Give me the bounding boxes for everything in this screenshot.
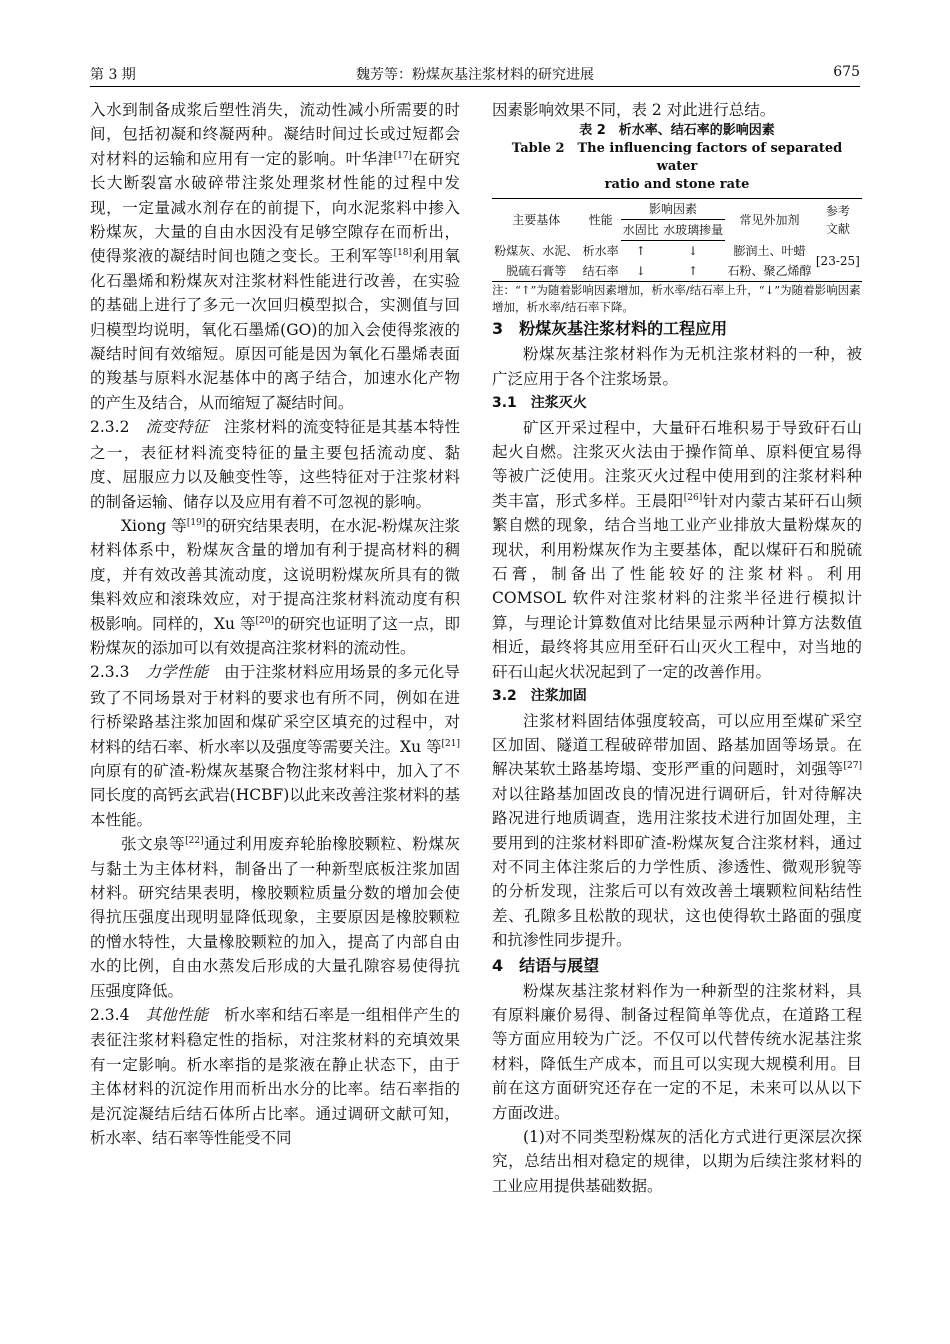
left-column xyxy=(90,98,460,1150)
subsection-2-3-4: 2.3.4 其他性能 析水率和结石率是一组相伴产生的表征注浆材料稳定性的指标，对注浆材料的充填效果有一定影响。析水率指的是浆液在静止状态下，由于主体材料的沉淀作用而析出水分的比率。结石率指的是沉淀凝结后结石体所占比率。通过调研文献可知，析水率、结石率等性能受不同 xyxy=(90,1006,460,1148)
page-number: 675 xyxy=(833,64,860,80)
subsection-2-3-3: 2.3.3 力学性能 由于注浆材料应用场景的多元化导致了不同场景对于材料的要求也有所不同，例如在进行桥梁路基注浆加固和煤矿采空区填充的过程中，对材料的结石率、析水率以及强度等需要关注。Xu 等[21]向原有的矿渣-粉煤灰基聚合物注浆材料中，加入了不同长度的高钙玄武岩(HCBF)以此来改善注浆材料的基本性能。 xyxy=(90,663,460,829)
citation-22[interactable]: [22] xyxy=(185,836,204,847)
table-note: 注：“↑”为随着影响因素增加，析水率/结石率上升，“↓”为随着影响因素增加，析水率/结石率下降。 xyxy=(492,283,861,315)
citation-18[interactable]: [18] xyxy=(393,248,413,259)
col-property: 性能 xyxy=(588,213,613,228)
paragraph-setting-time: 入水到制备成浆后塑性消失，流动性减小所需要的时间，包括初凝和终凝两种。凝结时间过长或过短都会对材料的运输和应用有一定的影响。叶华津[17]在研究长大断裂富水破碎带注浆处理浆材性能的过程中发现，一定量减水剂存在的前提下，向水泥浆料中掺入粉煤灰，大量的自由水因没有足够空隙存在而析出，使得浆液的凝结时间也随之变长。王利军等[18]利用氧化石墨烯和粉煤灰对注浆材料性能进行改善，在实验的基础上进行了多元一次回归模型拟合，实测值与回归模型均说明，氧化石墨烯(GO)的加入会使得浆液的凝结时间有效缩短。原因可能是因为氧化石墨烯表面的羧基与原料水泥基体中的离子结合，加速水化产物的产生及结合，从而缩短了凝结时间。 xyxy=(90,101,460,412)
running-title: 魏芳等：粉煤灰基注浆材料的研究进展 xyxy=(356,67,594,83)
citation-19[interactable]: [19] xyxy=(186,517,206,528)
section-4-item-1: (1)对不同类型粉煤灰的活化方式进行更深层次探究，总结出相对稳定的规律，以期为后续注浆材料的工业应用提供基础数据。 xyxy=(492,1128,862,1195)
page-header xyxy=(90,64,860,84)
col-matrix: 主要基体 xyxy=(512,213,561,228)
section-3-1-heading: 3.1 注浆灭火 xyxy=(492,395,587,412)
citation-20[interactable]: [20] xyxy=(255,615,274,626)
section-3-heading: 3 粉煤灰基注浆材料的工程应用 xyxy=(492,319,728,339)
citation-27[interactable]: [27] xyxy=(843,761,862,772)
table-row: 粉煤灰、水泥、 析水率 ↑ ↓ 膨润土、叶蜡 [23-25] xyxy=(492,241,862,262)
col-ref: 参考 文献 xyxy=(825,204,850,237)
section-4-text: 粉煤灰基注浆材料作为一种新型的注浆材料，具有原料廉价易得、制备过程简单等优点，在道路工程等方面应用较为广泛。不仅可以代替传统水泥基注浆材料，降低生产成本，而且可以实现大规模利用。目前在这方面研究还存在一定的不足，未来可以从以下方面改进。 xyxy=(492,981,862,1122)
citation-23-25[interactable]: [23-25] xyxy=(815,254,860,269)
header-rule xyxy=(90,86,860,87)
issue-number: 第 3 期 xyxy=(90,67,136,83)
paragraph-xiong: Xiong 等[19]的研究结果表明，在水泥-粉煤灰注浆材料体系中，粉煤灰含量的增加有利于提高材料的稠度，并有效改善其流动度，这说明粉煤灰所具有的微集料效应和滚珠效应，对于提高注浆材料流动度有积极影响。同样的，Xu 等[20]的研究也证明了这一点，即粉煤灰的添加可以有效提高注浆材料的流动性。 xyxy=(90,516,460,657)
citation-26[interactable]: [26] xyxy=(683,492,703,503)
paragraph-table-intro: 因素影响效果不同，表 2 对此进行总结。 xyxy=(492,101,776,119)
section-3-2-heading: 3.2 注浆加固 xyxy=(492,688,587,705)
col-glass: 水玻璃掺量 xyxy=(661,220,725,241)
table-row: 脱硫石膏等 结石率 ↓ ↑ 石粉、聚乙烯醇 xyxy=(506,264,812,279)
table-caption-en-2: ratio and stone rate xyxy=(604,177,750,193)
subsection-2-3-2: 2.3.2 流变特征 注浆材料的流变特征是其基本特性之一，表征材料流变特征的量主要包括流动度、黏度、屈服应力以及触变性等，这些特征对于注浆材料的制备运输、储存以及应用有着不可忽视的影响。 xyxy=(90,418,460,511)
table-caption-cn: 表 2 析水率、结石率的影响因素 xyxy=(579,123,775,139)
col-additive: 常见外加剂 xyxy=(739,213,800,228)
section-4-heading: 4 结语与展望 xyxy=(492,955,600,975)
section-3-1-text: 矿区开采过程中，大量矸石堆积易于导致矸石山起火自燃。注浆灭火法由于操作简单、原料便宜易得等被广泛使用。注浆灭火过程中使用到的注浆材料种类丰富，形式多样。王晨阳[26]针对内蒙古某矸石山频繁自燃的现象，结合当地工业产业排放大量粉煤灰的现状，利用粉煤灰作为主要基体，配以煤矸石和脱硫石膏，制备出了性能较好的注浆材料。利用 COMSOL 软件对注浆材料的注浆半径进行模拟计算，与理论计算数值对比结果显示两种计算方法数值相近，最终将其应用至矸石山灭火工程中，对当地的矸石山起火状况起到了一定的改善作用。 xyxy=(492,418,862,681)
right-column xyxy=(492,98,862,1198)
section-3-text: 粉煤灰基注浆材料作为无机注浆材料的一种，被广泛应用于各个注浆场景。 xyxy=(492,345,862,388)
table-caption-en-1: Table 2 The influencing factors of separated water xyxy=(511,141,843,175)
citation-21[interactable]: [21] xyxy=(441,738,460,749)
section-3-2-text: 注浆材料固结体强度较高，可以应用至煤矿采空区加固、隧道工程破碎带加固、路基加固等场景。在解决某软土路基垮塌、变形严重的问题时，刘强等[27]对以往路基加固改良的情况进行调研后，针对待解决路况进行地质调查，选用注浆技术进行加固处理，主要用到的注浆材料即矿渣-粉煤灰复合注浆材料，通过对不同主体注浆后的力学性质、渗透性、微观形貌等的分析发现，注浆后可以有效改善土壤颗粒间粘结性差、孔隙多且松散的现状，这也使得软土路面的强度和抗渗性同步提升。 xyxy=(492,711,862,950)
col-wc: 水固比 xyxy=(621,220,661,241)
table-2 xyxy=(492,198,862,282)
col-factors: 影响因素 xyxy=(621,199,726,220)
paragraph-zhang: 张文泉等[22]通过利用废弃轮胎橡胶颗粒、粉煤灰与黏土为主体材料，制备出了一种新型底板注浆加固材料。研究结果表明，橡胶颗粒质量分数的增加会使得抗压强度出现明显降低现象，主要原因是橡胶颗粒的憎水特性，大量橡胶颗粒的加入，提高了内部自由水的比例，自由水蒸发后形成的大量孔隙容易使得抗压强度降低。 xyxy=(90,835,460,1000)
citation-17[interactable]: [17] xyxy=(393,150,413,161)
